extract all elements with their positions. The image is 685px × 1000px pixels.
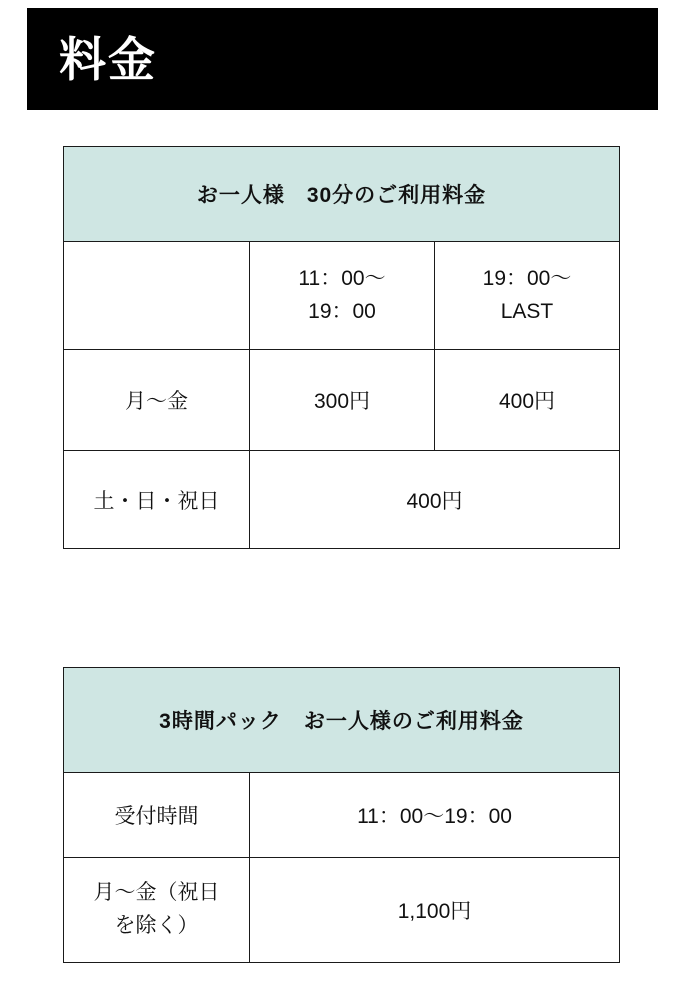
price-weekend-holiday-allday: 400円	[250, 451, 620, 549]
table-row	[64, 451, 620, 549]
row-label-weekday-line1: 月〜金（祝日	[93, 881, 220, 905]
table-row	[64, 242, 620, 350]
row-label-weekday: 月〜金	[64, 350, 250, 451]
table-row	[64, 668, 620, 773]
time-header-evening-line1: 19：00〜	[482, 266, 572, 290]
time-header-daytime-line1: 11：00〜	[298, 266, 386, 290]
row-label-reception-hours: 受付時間	[64, 773, 250, 858]
table-row	[64, 350, 620, 451]
pricing-table-30min	[63, 146, 620, 549]
price-3hour-weekday: 1,100円	[250, 858, 620, 963]
table-row	[64, 773, 620, 858]
price-weekday-evening: 400円	[435, 350, 620, 451]
page-header-banner	[27, 8, 658, 110]
row-label-weekday-line2: を除く）	[114, 914, 199, 937]
table-heading-3hour: 3時間パック お一人様のご利用料金	[64, 668, 620, 773]
value-reception-hours: 11：00〜19：00	[250, 773, 620, 858]
table-row	[64, 858, 620, 963]
table-heading-30min: お一人様 30分のご利用料金	[64, 147, 620, 242]
time-header-evening	[435, 242, 620, 350]
time-header-blank-cell	[64, 242, 250, 350]
time-header-daytime	[250, 242, 435, 350]
row-label-weekend-holiday: 土・日・祝日	[64, 451, 250, 549]
time-header-evening-line2: LAST	[500, 299, 554, 323]
table-row	[64, 147, 620, 242]
pricing-table-3hour-pack	[63, 667, 620, 963]
price-weekday-daytime: 300円	[250, 350, 435, 451]
row-label-weekday-except-holiday	[64, 858, 250, 963]
page-title: 料金	[59, 32, 157, 86]
time-header-daytime-line2: 19：00	[308, 299, 376, 323]
